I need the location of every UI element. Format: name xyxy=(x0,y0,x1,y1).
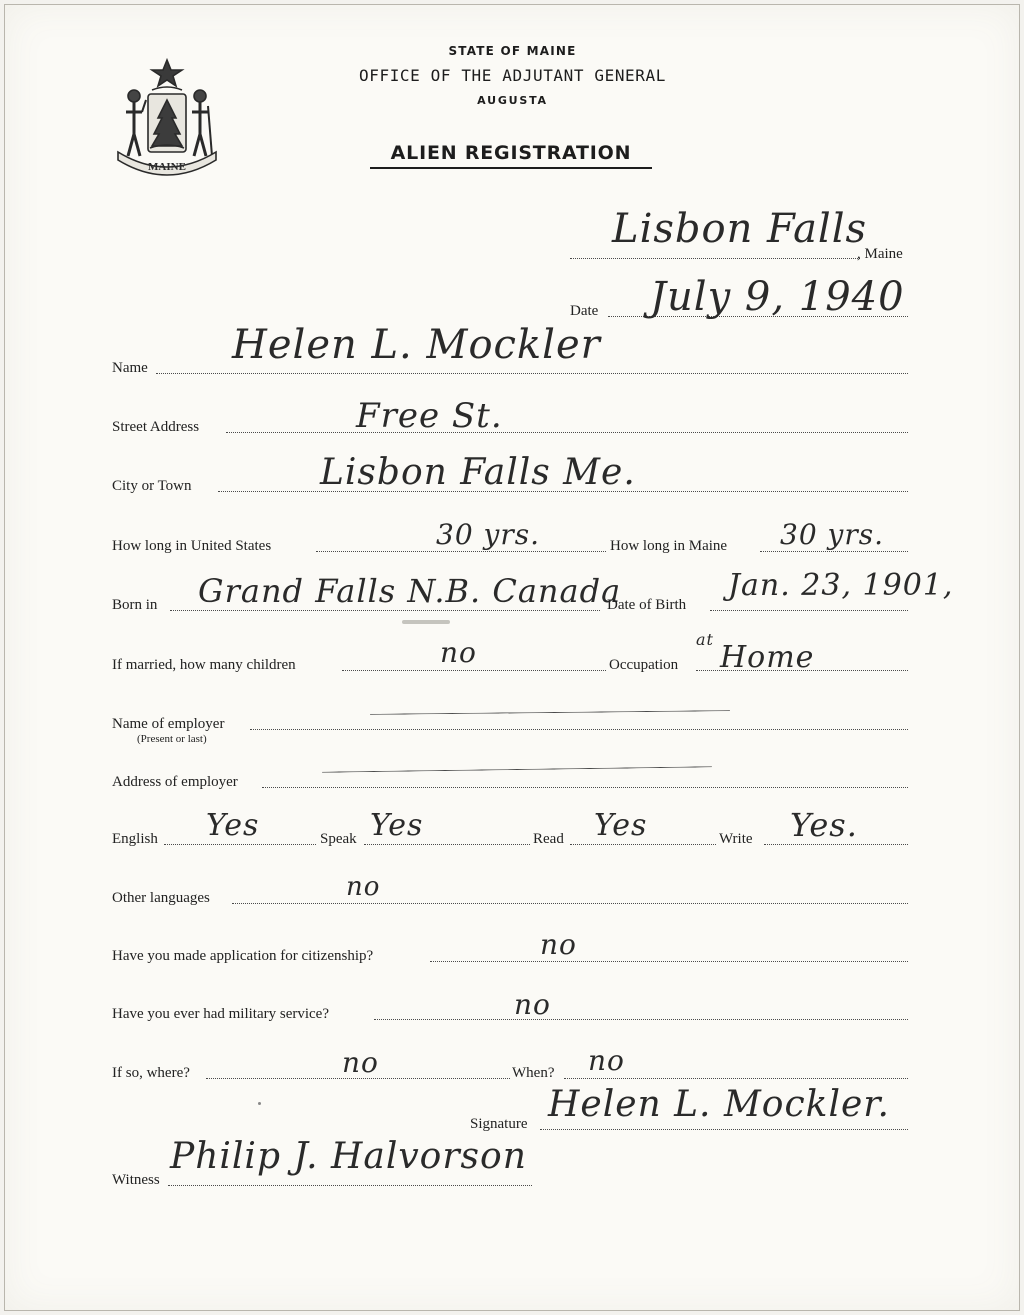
years-us-entry: 30 yrs. xyxy=(436,518,541,551)
employer-note-label: (Present or last) xyxy=(137,733,207,745)
date-of-birth-line xyxy=(710,610,908,611)
header-city: AUGUSTA xyxy=(477,94,548,107)
form-title: ALIEN REGISTRATION xyxy=(370,142,652,169)
seal-banner-text: MAINE xyxy=(148,161,186,173)
signature-entry: Helen L. Mockler. xyxy=(548,1084,890,1125)
where-label: If so, where? xyxy=(112,1065,190,1081)
english-line xyxy=(164,844,316,845)
header-state: STATE OF MAINE xyxy=(448,44,577,58)
employer-address-label: Address of employer xyxy=(112,774,238,790)
city-entry: Lisbon Falls Me. xyxy=(320,452,636,493)
occupation-label: Occupation xyxy=(609,657,679,673)
place-line xyxy=(570,258,860,259)
maine-state-seal xyxy=(112,56,222,188)
date-of-birth-entry: Jan. 23, 1901, xyxy=(728,568,954,603)
military-label: Have you ever had military service? xyxy=(112,1006,329,1022)
name-entry: Helen L. Mockler xyxy=(232,322,601,368)
street-line xyxy=(226,432,908,433)
how-long-us-label: How long in United States xyxy=(112,538,272,554)
street-entry: Free St. xyxy=(356,396,503,436)
citizenship-label: Have you made application for citizenship? xyxy=(112,948,374,964)
write-label: Write xyxy=(719,831,753,847)
other-languages-entry: no xyxy=(346,872,381,902)
city-label: City or Town xyxy=(112,478,192,494)
name-label: Name xyxy=(112,360,148,376)
born-in-line xyxy=(170,610,600,611)
speak-label: Speak xyxy=(320,831,357,847)
read-line xyxy=(570,844,716,845)
speak-line xyxy=(364,844,530,845)
military-line xyxy=(374,1019,908,1020)
when-line xyxy=(564,1078,908,1079)
children-line xyxy=(342,670,606,671)
signature-line xyxy=(540,1129,908,1130)
english-entry: Yes xyxy=(206,808,260,843)
paper-speck xyxy=(258,1102,261,1105)
how-long-maine-line xyxy=(760,551,908,552)
speak-entry: Yes xyxy=(370,808,424,843)
witness-label: Witness xyxy=(112,1172,160,1188)
how-long-us-line xyxy=(316,551,606,552)
how-long-maine-label: How long in Maine xyxy=(610,538,728,554)
born-in-entry: Grand Falls N.B. Canada xyxy=(198,572,622,610)
witness-entry: Philip J. Halvorson xyxy=(170,1136,527,1177)
maine-label: , Maine xyxy=(857,246,903,262)
citizenship-entry: no xyxy=(540,928,577,961)
write-entry: Yes. xyxy=(790,806,858,844)
children-entry: no xyxy=(440,636,477,669)
date-of-birth-label: Date of Birth xyxy=(607,597,687,613)
date-entry: July 9, 1940 xyxy=(650,274,905,320)
ink-smudge xyxy=(402,620,450,624)
children-label: If married, how many children xyxy=(112,657,296,673)
date-label: Date xyxy=(570,303,599,319)
occupation-entry: Home xyxy=(720,640,815,675)
header-office: OFFICE OF THE ADJUTANT GENERAL xyxy=(359,66,666,85)
citizenship-line xyxy=(430,961,908,962)
where-entry: no xyxy=(342,1046,379,1079)
read-label: Read xyxy=(533,831,564,847)
military-entry: no xyxy=(514,988,551,1021)
occupation-prefix-entry: at xyxy=(696,630,714,649)
born-in-label: Born in xyxy=(112,597,158,613)
street-label: Street Address xyxy=(112,419,200,435)
employer-name-line xyxy=(250,729,908,730)
english-label: English xyxy=(112,831,158,847)
when-label: When? xyxy=(512,1065,555,1081)
other-languages-label: Other languages xyxy=(112,890,210,906)
employer-name-label: Name of employer xyxy=(112,716,225,732)
other-languages-line xyxy=(232,903,908,904)
read-entry: Yes xyxy=(594,808,648,843)
place-entry: Lisbon Falls xyxy=(612,206,868,252)
signature-label: Signature xyxy=(470,1116,528,1132)
when-entry: no xyxy=(588,1044,625,1077)
name-line xyxy=(156,373,908,374)
write-line xyxy=(764,844,908,845)
witness-line xyxy=(168,1185,532,1186)
years-maine-entry: 30 yrs. xyxy=(780,518,885,551)
employer-address-line xyxy=(262,787,908,788)
